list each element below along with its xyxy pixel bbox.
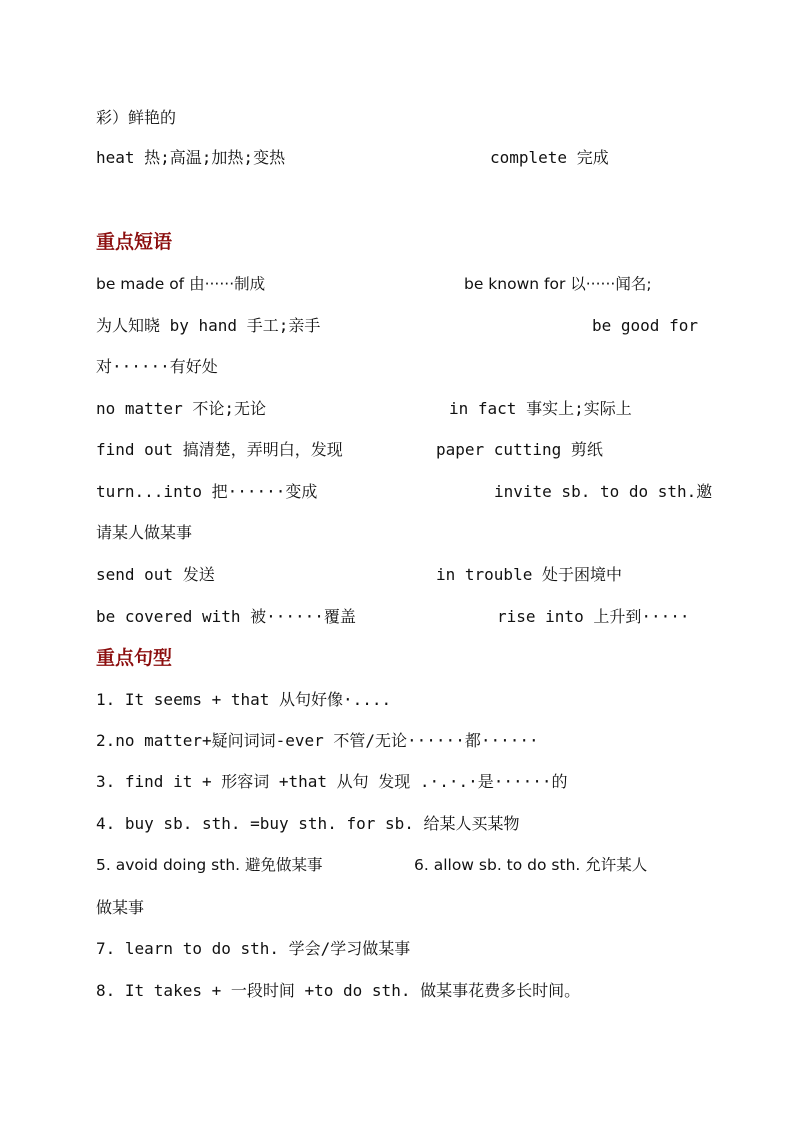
sentence-8: 8. It takes + 一段时间 +to do sth. 做某事花费多长时间。 <box>96 981 581 1000</box>
phrase-be-good-for-meaning: 对······有好处 <box>96 357 218 376</box>
vocab-complete: complete 完成 <box>490 148 609 167</box>
phrase-invite: invite sb. to do sth.邀 <box>494 482 713 501</box>
phrase-by-hand: 为人知晓 by hand 手工;亲手 <box>96 316 321 335</box>
phrase-be-known-for: be known for 以······闻名; <box>464 275 652 293</box>
phrase-paper-cutting: paper cutting 剪纸 <box>436 440 603 459</box>
sentence-7: 7. learn to do sth. 学会/学习做某事 <box>96 939 411 958</box>
sentence-6-continued: 做某事 <box>96 898 145 917</box>
phrase-invite-meaning: 请某人做某事 <box>96 523 193 542</box>
phrase-rise-into: rise into 上升到····· <box>497 607 690 626</box>
vocab-heat: heat 热;高温;加热;变热 <box>96 148 286 167</box>
sentence-6: 6. allow sb. to do sth. 允许某人 <box>414 856 648 874</box>
phrase-send-out: send out 发送 <box>96 565 215 584</box>
sentence-5: 5. avoid doing sth. 避免做某事 <box>96 856 323 874</box>
phrase-be-made-of: be made of 由······制成 <box>96 275 266 293</box>
phrase-turn-into: turn...into 把······变成 <box>96 482 318 501</box>
phrases-heading: 重点短语 <box>96 231 173 253</box>
sentences-heading: 重点句型 <box>96 647 173 669</box>
continuation-text: 彩）鲜艳的 <box>96 108 177 127</box>
sentence-1: 1. It seems + that 从句好像·.... <box>96 690 392 709</box>
phrase-find-out: find out 搞清楚，弄明白，发现 <box>96 440 343 459</box>
sentence-4: 4. buy sb. sth. =buy sth. for sb. 给某人买某物 <box>96 814 520 833</box>
sentence-3: 3. find it + 形容词 +that 从句 发现 .·.·.·是······的 <box>96 772 568 791</box>
phrase-be-covered-with: be covered with 被······覆盖 <box>96 607 356 626</box>
phrase-in-trouble: in trouble 处于困境中 <box>436 565 622 584</box>
phrase-no-matter: no matter 不论;无论 <box>96 399 266 418</box>
sentence-2: 2.no matter+疑问词词-ever 不管/无论······都······ <box>96 731 539 750</box>
phrase-in-fact: in fact 事实上;实际上 <box>449 399 632 418</box>
phrase-be-good-for: be good for <box>592 316 698 335</box>
